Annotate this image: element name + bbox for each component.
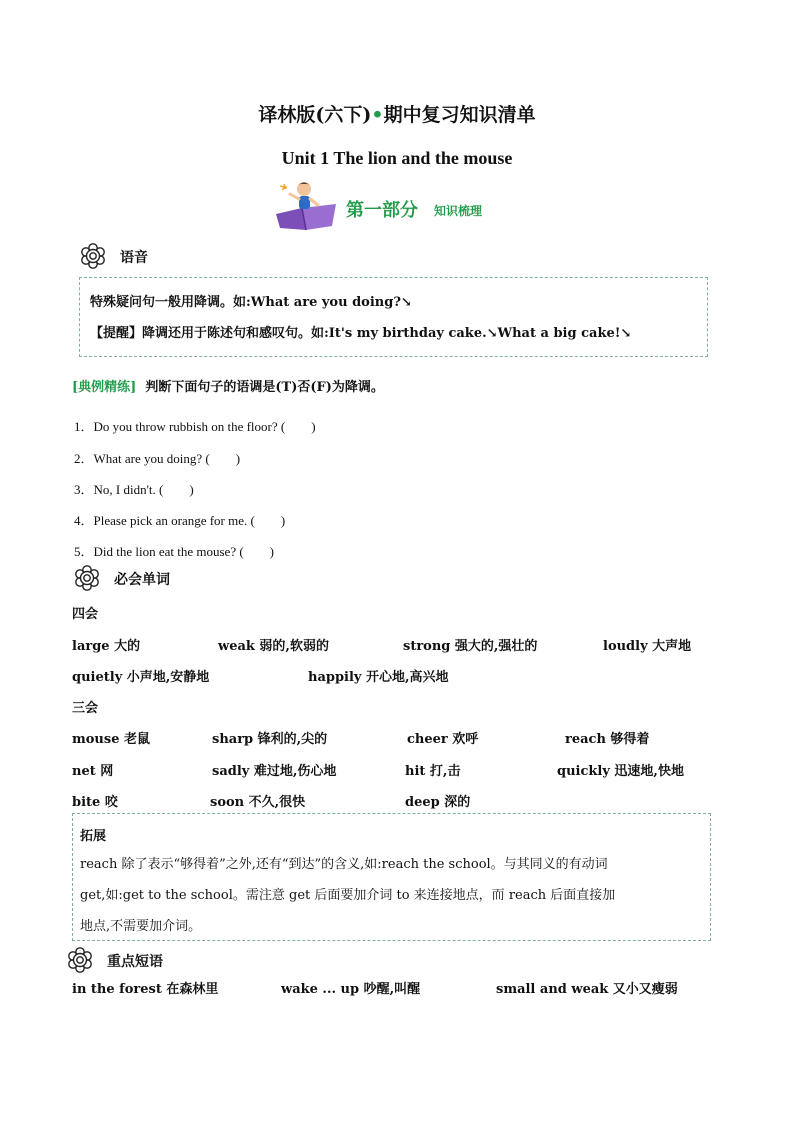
exercise-item: 2．What are you doing? ( ) — [74, 451, 241, 466]
vocab-word: sadly 难过地,伤心地 — [212, 764, 337, 779]
vocab-word: bite 咬 — [72, 795, 118, 810]
vocab-word: sharp 锋利的,尖的 — [212, 732, 328, 747]
exercise-heading — [72, 376, 384, 395]
extension-title: 拓展 — [80, 829, 107, 844]
title-part-a: 译林版(六下) — [258, 104, 372, 126]
flower-icon — [73, 564, 101, 592]
part-subtitle: 知识梳理 — [434, 204, 483, 218]
boy-reading-book-icon — [272, 180, 340, 232]
part-title: 第一部分 — [346, 200, 418, 221]
vocab-word: deep 深的 — [405, 795, 471, 810]
exercise-instruction: 判断下面句子的语调是(T)否(F)为降调。 — [145, 380, 384, 395]
phonetics-box — [79, 277, 708, 357]
exercise-item: 1．Do you throw rubbish on the floor? ( ) — [74, 419, 316, 434]
vocab-word: hit 打,击 — [405, 764, 461, 779]
vocab-word: reach 够得着 — [565, 732, 650, 747]
vocab-word: net 网 — [72, 764, 114, 779]
vocab-word: mouse 老鼠 — [72, 732, 150, 747]
exercise-tag: [典例精练] — [72, 380, 137, 395]
exercise-item: 3．No, I didn't. ( ) — [74, 482, 194, 497]
vocab-word: weak 弱的,软弱的 — [218, 639, 329, 654]
flower-icon — [79, 242, 107, 270]
vocab-word: soon 不久,很快 — [210, 795, 306, 810]
extension-line: reach 除了表示“够得着”之外,还有“到达”的含义,如:reach the school。与其同义的有动词 — [80, 857, 608, 872]
exercise-item: 5．Did the lion eat the mouse? ( ) — [74, 544, 275, 559]
vocab-word: quickly 迅速地,快地 — [557, 764, 684, 779]
unit-title: Unit 1 The lion and the mouse — [281, 148, 513, 168]
vocab-four-label: 四会 — [72, 607, 99, 622]
exercise-item: 4．Please pick an orange for me. ( ) — [74, 513, 286, 528]
vocab-word: happily 开心地,高兴地 — [308, 670, 449, 685]
section-label-phonetics: 语音 — [120, 250, 148, 266]
vocab-word: cheer 欢呼 — [407, 732, 479, 747]
title-part-b: 期中复习知识清单 — [383, 104, 536, 126]
section-label-vocab: 必会单词 — [114, 572, 170, 588]
flower-icon — [66, 946, 94, 974]
title-dot: • — [371, 104, 384, 126]
phrase-item: wake ... up 吵醒,叫醒 — [281, 982, 421, 997]
phonetics-rule: 特殊疑问句一般用降调。如:What are you doing?↘ — [90, 295, 412, 310]
vocab-three-label: 三会 — [72, 701, 99, 716]
vocab-word: quietly 小声地,安静地 — [72, 670, 210, 685]
phrase-item: small and weak 又小又瘦弱 — [496, 982, 678, 997]
section-label-phrases: 重点短语 — [107, 954, 163, 970]
extension-line: get,如:get to the school。需注意 get 后面要加介词 to 来连接地点，而 reach 后面直接加 — [80, 888, 616, 903]
extension-line: 地点,不需要加介词。 — [80, 919, 202, 934]
vocab-word: large 大的 — [72, 639, 141, 654]
vocab-word: strong 强大的,强壮的 — [403, 639, 538, 654]
phrase-item: in the forest 在森林里 — [72, 982, 219, 997]
phonetics-reminder: 【提醒】降调还用于陈述句和感叹句。如:It's my birthday cake.↘What a big cake!↘ — [90, 326, 632, 341]
page-title — [0, 100, 794, 127]
vocab-word: loudly 大声地 — [603, 639, 692, 654]
